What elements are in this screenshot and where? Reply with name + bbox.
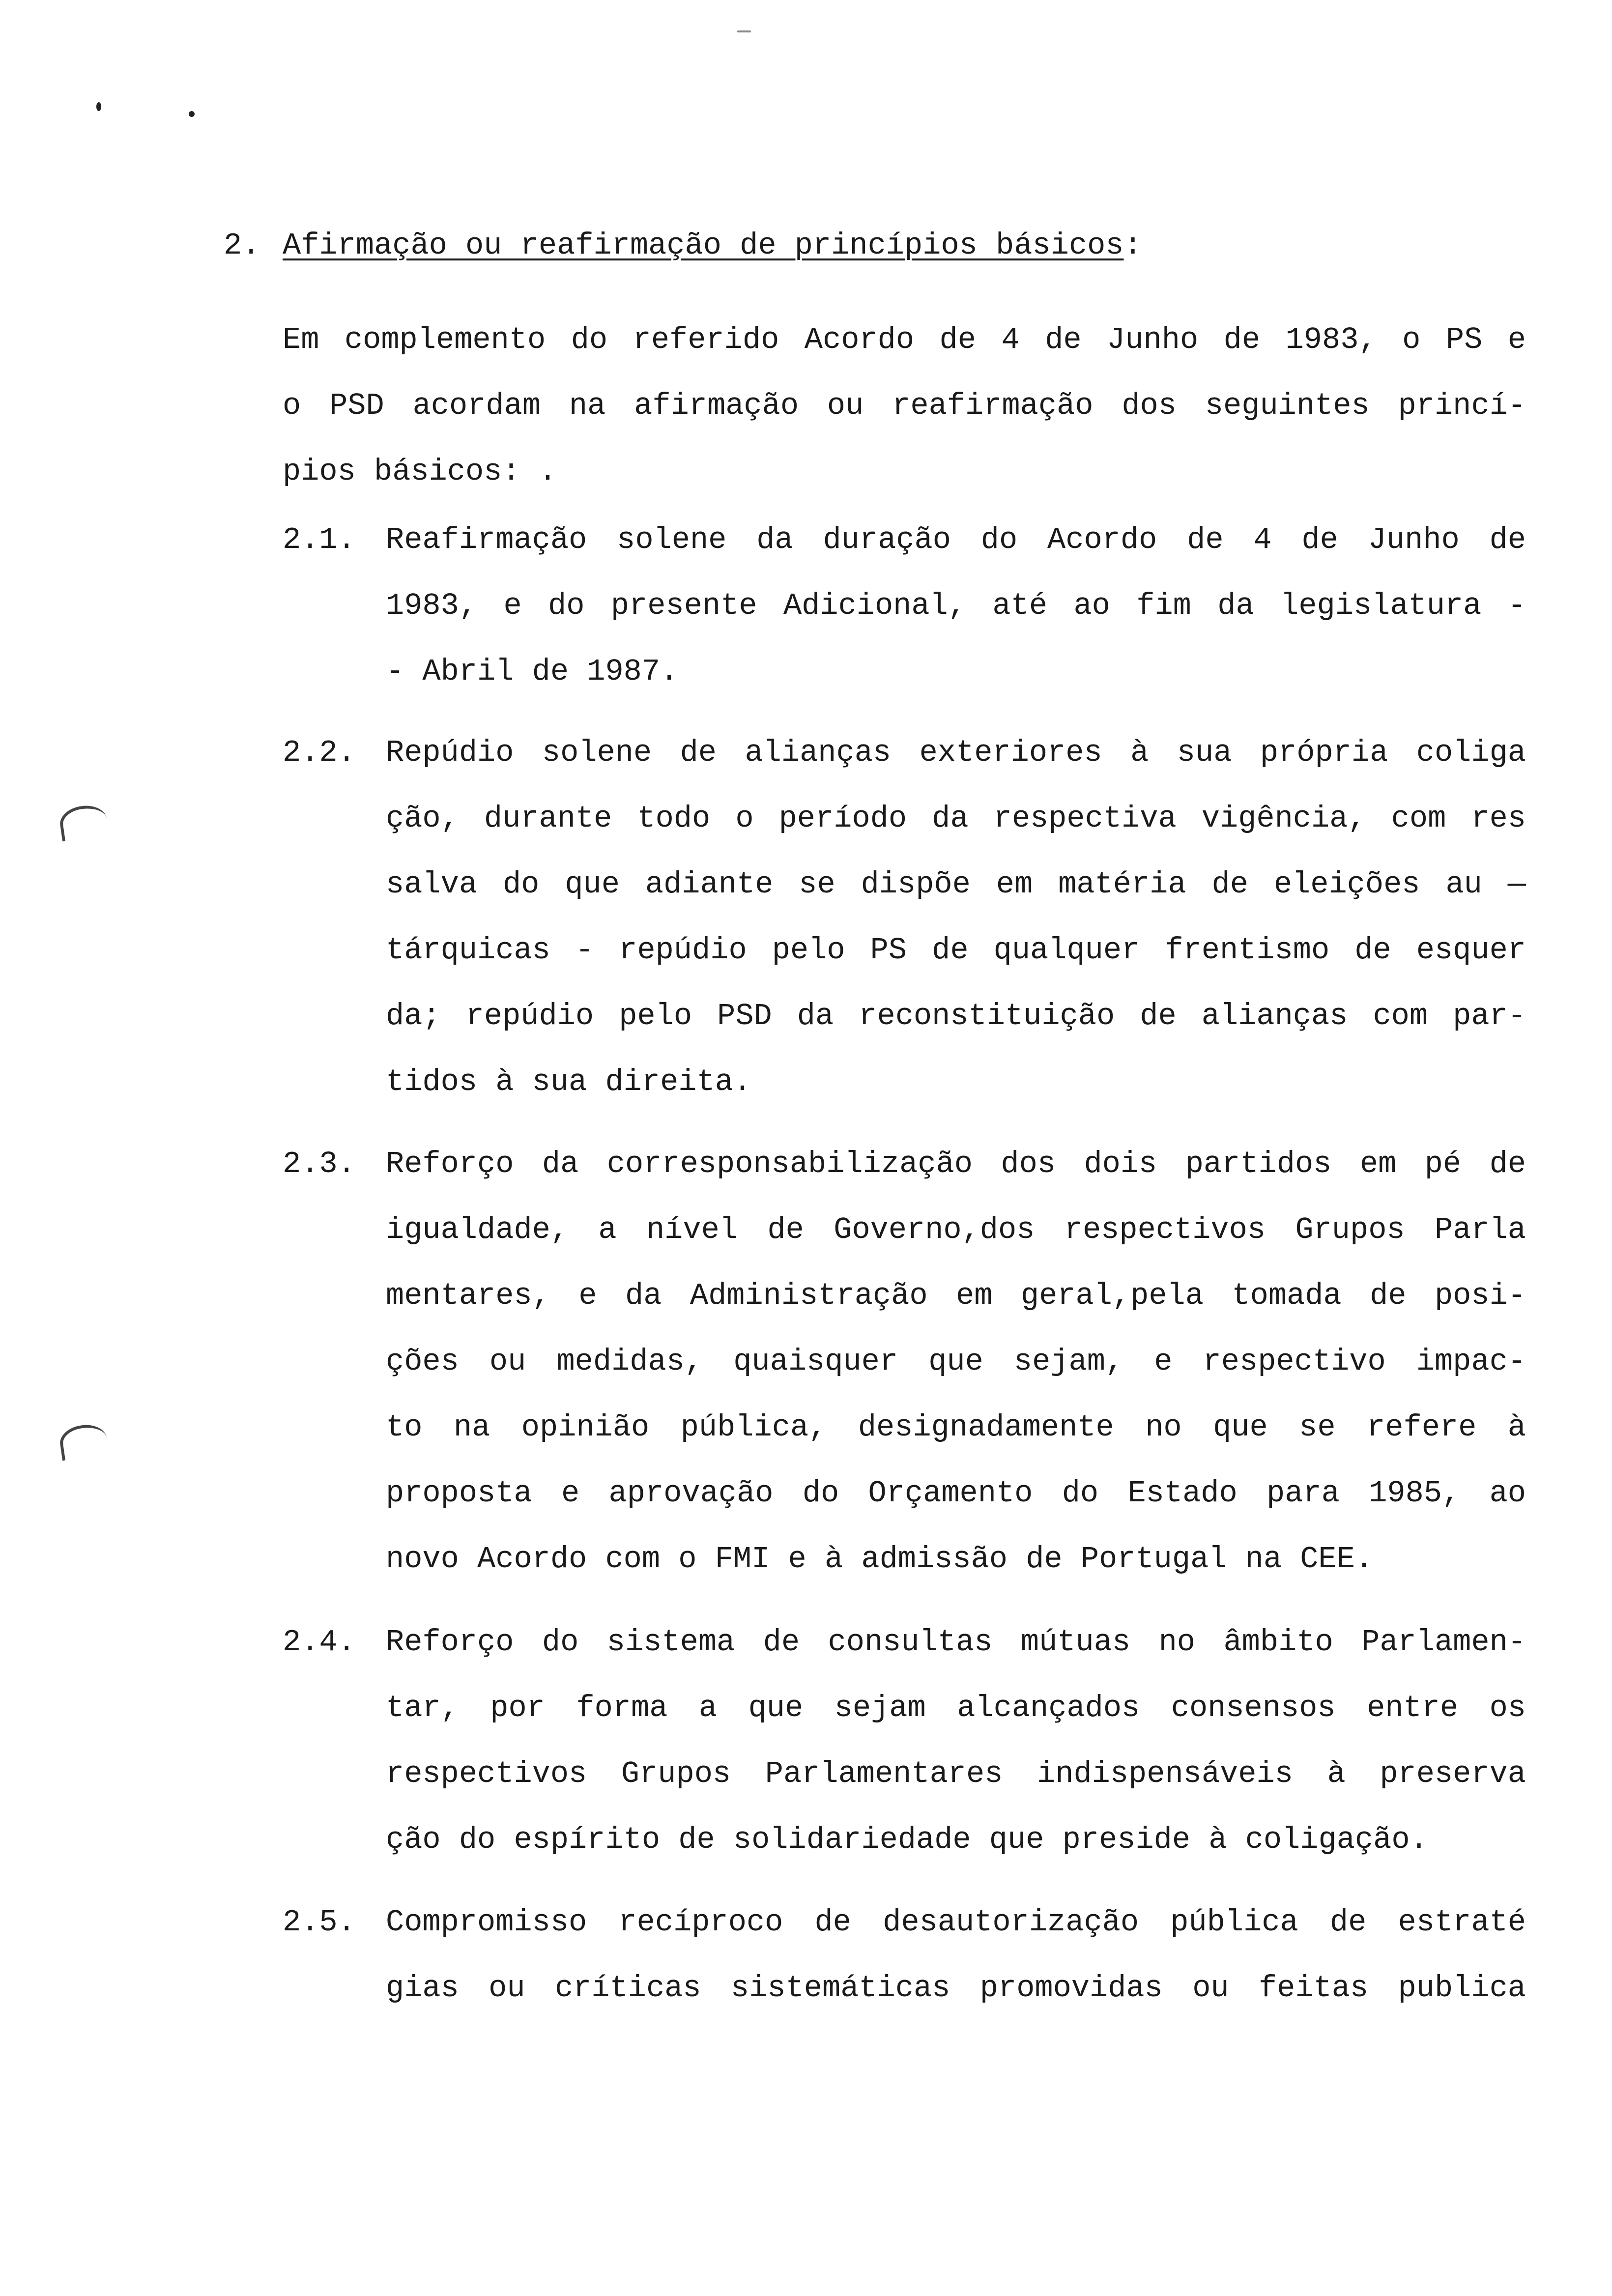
item-line: tar, por forma a que sejam alcançados consensos entre os xyxy=(386,1691,1526,1725)
item-line: Compromisso recíproco de desautorização pública de estraté xyxy=(386,1905,1526,1940)
item-text xyxy=(386,1131,1526,1592)
list-item xyxy=(283,1131,1526,1592)
ink-mark xyxy=(96,102,101,111)
list-item xyxy=(283,720,1526,1115)
ink-mark xyxy=(189,111,195,117)
item-line: to na opinião pública, designadamente no que se refere à xyxy=(386,1410,1526,1445)
intro-line: o PSD acordam na afirmação ou reafirmação dos seguintes princí- xyxy=(283,388,1526,423)
item-line: tárquicas - repúdio pelo PS de qualquer frentismo de esquer xyxy=(386,933,1526,968)
item-text xyxy=(386,720,1526,1115)
item-line: respectivos Grupos Parlamentares indispensáveis à preserva xyxy=(386,1756,1526,1791)
list-item xyxy=(283,507,1526,705)
item-line: tidos à sua direita. xyxy=(386,1064,752,1099)
item-line: da; repúdio pelo PSD da reconstituição de alianças com par- xyxy=(386,999,1526,1033)
intro-paragraph xyxy=(283,307,1526,505)
ink-mark xyxy=(737,30,751,32)
list-item xyxy=(283,1890,1526,2021)
item-text xyxy=(386,1609,1526,1873)
section-title-suffix: : xyxy=(1123,228,1142,263)
item-line: ção, durante todo o período da respectiva vigência, com res xyxy=(386,801,1526,836)
section-heading xyxy=(224,226,1142,265)
intro-line: pios básicos: . xyxy=(283,454,557,489)
item-text xyxy=(386,507,1526,705)
punch-hole-mark xyxy=(58,803,109,842)
item-line: mentares, e da Administração em geral,pela tomada de posi- xyxy=(386,1278,1526,1313)
item-line: Reafirmação solene da duração do Acordo de 4 de Junho de xyxy=(386,522,1526,557)
item-line: salva do que adiante se dispõe em matéria de eleições au — xyxy=(386,867,1526,902)
item-line: 1983, e do presente Adicional, até ao fim da legislatura - xyxy=(386,588,1526,623)
item-number: 2.2. xyxy=(283,735,356,770)
item-line: ção do espírito de solidariedade que preside à coligação. xyxy=(386,1822,1428,1857)
item-number: 2.5. xyxy=(283,1905,356,1940)
item-number: 2.1. xyxy=(283,522,356,557)
item-text xyxy=(386,1890,1526,2021)
item-line: Reforço da corresponsabilização dos dois partidos em pé de xyxy=(386,1147,1526,1181)
item-line: Reforço do sistema de consultas mútuas no âmbito Parlamen- xyxy=(386,1625,1526,1660)
item-line: - Abril de 1987. xyxy=(386,654,679,689)
item-line: Repúdio solene de alianças exteriores à sua própria coliga xyxy=(386,735,1526,770)
punch-hole-mark xyxy=(58,1422,109,1461)
item-line: ções ou medidas, quaisquer que sejam, e respectivo impac- xyxy=(386,1344,1526,1379)
intro-line: Em complemento do referido Acordo de 4 de Junho de 1983, o PS e xyxy=(283,322,1526,357)
item-line: proposta e aprovação do Orçamento do Estado para 1985, ao xyxy=(386,1476,1526,1511)
list-item xyxy=(283,1609,1526,1873)
section-title: Afirmação ou reafirmação de princípios básicos xyxy=(283,228,1124,263)
item-line: gias ou críticas sistemáticas promovidas ou feitas publica xyxy=(386,1971,1526,2006)
item-line: novo Acordo com o FMI e à admissão de Portugal na CEE. xyxy=(386,1542,1374,1577)
section-number: 2. xyxy=(224,228,260,263)
item-number: 2.3. xyxy=(283,1147,356,1181)
item-line: igualdade, a nível de Governo,dos respectivos Grupos Parla xyxy=(386,1212,1526,1247)
item-number: 2.4. xyxy=(283,1625,356,1660)
